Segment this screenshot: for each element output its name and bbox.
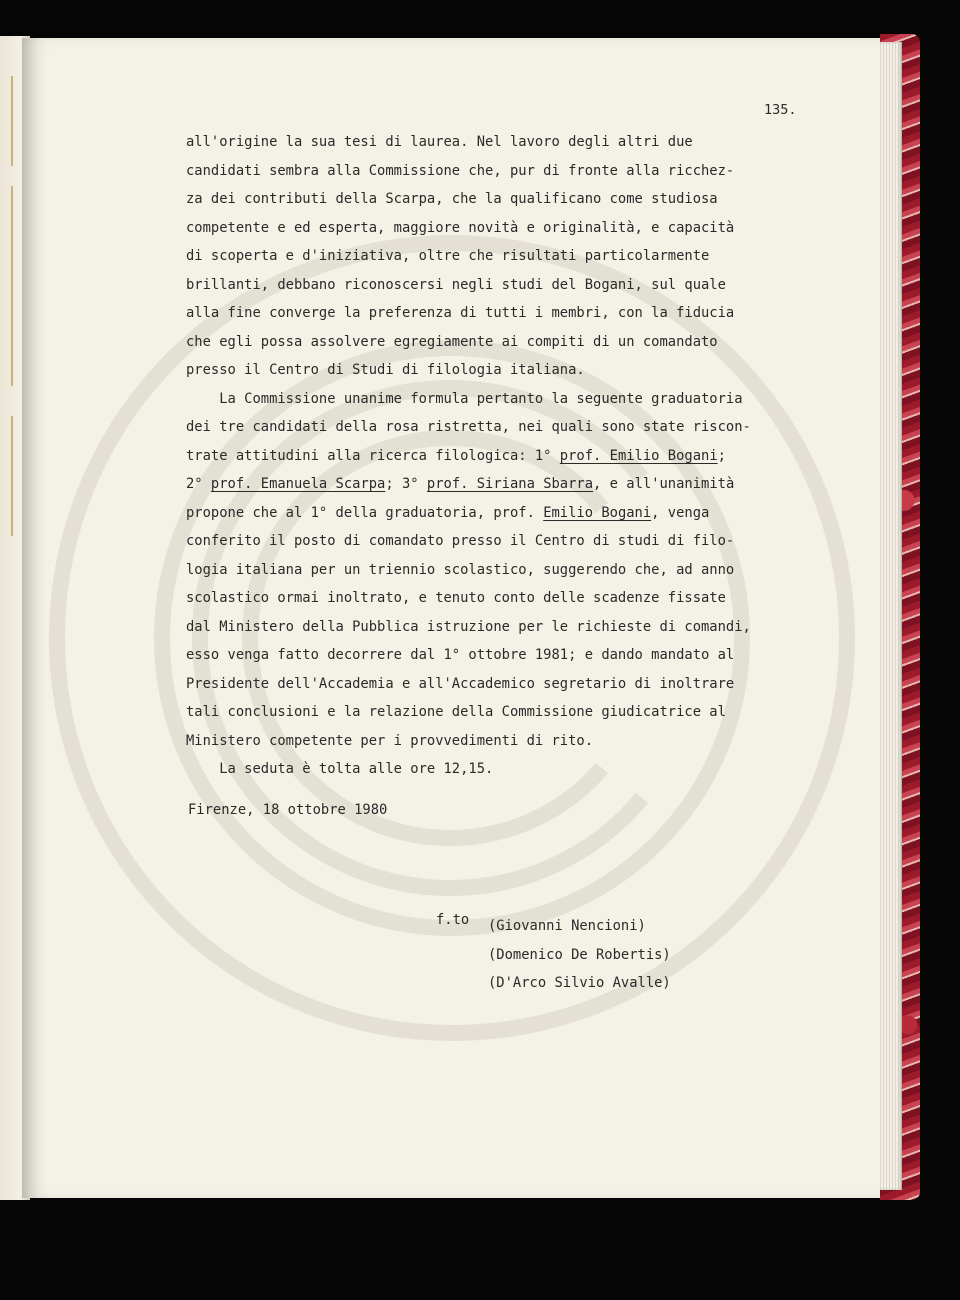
text-line xyxy=(186,470,836,499)
text-segment: trate attitudini alla ricerca filologica: 1° xyxy=(186,447,560,464)
text-segment: 2° xyxy=(186,476,211,492)
signatory-name: (Domenico De Robertis) xyxy=(488,946,671,963)
page-edge-mark xyxy=(11,186,13,386)
text-segment: ; 3° xyxy=(385,476,427,492)
text-line: Ministero competente per i provvedimenti di rito. xyxy=(186,732,594,749)
text-line: conferito il posto di comandato presso il Centro di studi di filo- xyxy=(186,533,735,549)
page-edge-mark xyxy=(11,416,13,536)
letter-body xyxy=(186,128,836,784)
text-line: candidati sembra alla Commissione che, pur di fronte alla ricchez- xyxy=(186,162,735,179)
text-line: za dei contributi della Scarpa, che la qualificano come studiosa xyxy=(186,191,718,207)
text-line: dal Ministero della Pubblica istruzione per le richieste di comandi, xyxy=(186,618,751,635)
underlined-name: prof. Siriana Sbarra xyxy=(426,476,594,492)
text-line: presso il Centro di Studi di filologia italiana. xyxy=(186,362,585,378)
text-line xyxy=(186,499,836,528)
text-line: Presidente dell'Accademia e all'Accademico segretario di inoltrare xyxy=(186,675,735,692)
text-line: alla fine converge la preferenza di tutti i membri, con la fiducia xyxy=(186,305,735,321)
text-segment: , e all'unanimità xyxy=(593,476,735,492)
document-page xyxy=(22,38,880,1198)
text-line: che egli possa assolvere egregiamente ai compiti di un comandato xyxy=(186,333,718,350)
text-line: esso venga fatto decorrere dal 1° ottobre 1981; e dando mandato al xyxy=(186,647,735,663)
text-line: di scoperta e d'iniziativa, oltre che risultati particolarmente xyxy=(186,248,710,264)
text-line: competente e ed esperta, maggiore novità e originalità, e capacità xyxy=(186,219,735,236)
page-number: 135. xyxy=(764,102,797,118)
page-edge-mark xyxy=(11,76,13,166)
text-line xyxy=(186,442,836,471)
closing-line: La seduta è tolta alle ore 12,15. xyxy=(186,761,494,777)
text-line: tali conclusioni e la relazione della Commissione giudicatrice al xyxy=(186,704,726,720)
signatory-name: (D'Arco Silvio Avalle) xyxy=(488,975,671,991)
text-line: La Commissione unanime formula pertanto la seguente graduatoria xyxy=(186,390,743,407)
text-line: logia italiana per un triennio scolastico, suggerendo che, ad anno xyxy=(186,561,735,578)
text-line: scolastico ormai inoltrato, e tenuto conto delle scadenze fissate xyxy=(186,590,726,606)
underlined-name: Emilio Bogani xyxy=(543,504,652,521)
signatory-list xyxy=(488,912,671,998)
place-date: Firenze, 18 ottobre 1980 xyxy=(188,802,388,818)
text-line: dei tre candidati della rosa ristretta, nei quali sono state riscon- xyxy=(186,419,751,435)
text-line: brillanti, debbano riconoscersi negli studi del Bogani, sul quale xyxy=(186,276,726,293)
underlined-name: prof. Emilio Bogani xyxy=(559,447,718,464)
text-segment: propone che al 1° della graduatoria, prof. xyxy=(186,504,544,521)
signatory-name: (Giovanni Nencioni) xyxy=(488,918,646,934)
signature-label: f.to xyxy=(436,912,470,928)
text-segment: ; xyxy=(717,447,726,464)
text-segment: , venga xyxy=(651,504,710,521)
text-line: all'origine la sua tesi di laurea. Nel lavoro degli altri due xyxy=(186,134,693,150)
underlined-name: prof. Emanuela Scarpa xyxy=(210,476,386,492)
